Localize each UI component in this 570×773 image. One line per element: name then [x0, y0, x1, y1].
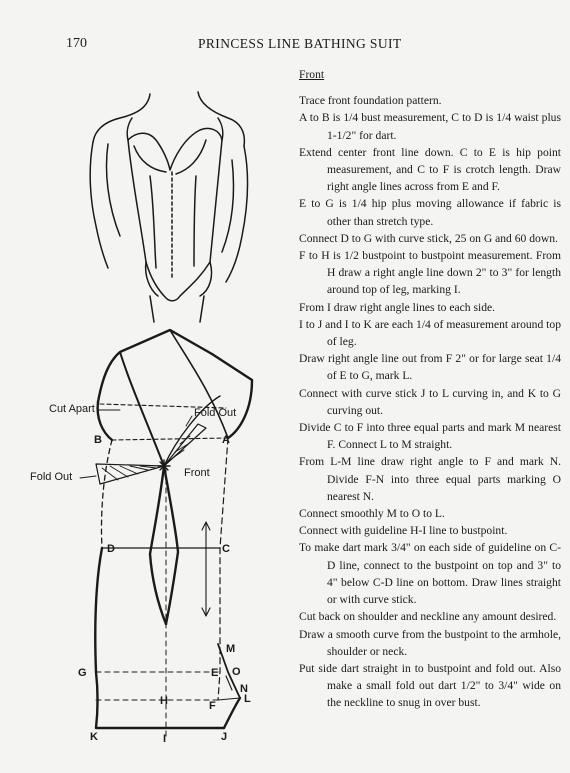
page-title: PRINCESS LINE BATHING SUIT — [198, 36, 402, 51]
instruction-step: Connect with curve stick J to L curving in, and K to G curving out. — [299, 386, 561, 417]
point-d-label: D — [107, 543, 115, 555]
diagram-text-labels — [30, 403, 251, 745]
page-number: 170 — [66, 36, 87, 51]
instruction-step: Connect D to G with curve stick, 25 on G and 60 down. — [299, 231, 558, 245]
instruction-step: Connect smoothly M to O to L. — [299, 507, 445, 521]
point-o-label: O — [232, 666, 241, 678]
instruction-step: E to G is 1/4 hip plus moving allowance if fabric is other than stretch type. — [299, 197, 561, 228]
instruction-step: Draw right angle line out from F 2" or for large seat 1/4 of E to G, mark L. — [299, 352, 561, 383]
point-h-label: H — [160, 695, 168, 707]
instruction-step: Trace front foundation pattern. — [299, 94, 442, 108]
instruction-step: Cut back on shoulder and neckline any amount desired. — [299, 610, 557, 624]
front-label: Front — [184, 467, 210, 479]
instruction-step: From I draw right angle lines to each side. — [299, 300, 496, 314]
point-n-label: N — [240, 683, 248, 695]
point-m-label: M — [226, 643, 236, 655]
fold-out-right-label: Fold Out — [194, 407, 237, 419]
instruction-step: Connect with guideline H-I line to bustpoint. — [299, 524, 508, 538]
cut-apart-label: Cut Apart — [49, 403, 95, 415]
pattern-diagram — [80, 330, 252, 740]
instruction-step: Divide C to F into three equal parts and mark M nearest F. Connect L to M straight. — [299, 421, 561, 452]
point-g-label: G — [78, 667, 87, 679]
instruction-step: Put side dart straight in to bustpoint and fold out. Also make a small fold out dart 1/2" to 3/4" wide on the neckline to snug in over bust. — [299, 661, 561, 710]
point-k-label: K — [90, 731, 98, 743]
point-l-label: L — [244, 693, 251, 705]
instruction-step: From L-M line draw right angle to F and mark N. Divide F-N into three equal parts marking O nearest N. — [299, 455, 561, 503]
point-e-label: E — [211, 667, 219, 679]
bathing-suit-sketch — [90, 92, 247, 322]
instruction-step: F to H is 1/2 bustpoint to bustpoint measurement. From H draw a right angle line down 2" to 3" for length around top of leg, marking I. — [299, 249, 561, 297]
section-heading-front: Front — [299, 68, 325, 81]
instruction-step: Extend center front line down. C to E is hip point measurement, and C to F is crotch length. Draw right angle lines across from E and F. — [299, 145, 561, 194]
instruction-step: Draw a smooth curve from the bustpoint to the armhole, shoulder or neck. — [299, 627, 561, 658]
point-f-label: F — [209, 700, 216, 712]
instructions-column — [299, 66, 561, 712]
point-c-label: C — [222, 543, 230, 555]
instruction-step: A to B is 1/4 bust measurement, C to D is 1/4 waist plus 1-1/2" for dart. — [299, 111, 561, 142]
instruction-step: I to J and I to K are each 1/4 of measurement around top of leg. — [299, 317, 561, 349]
point-b-label: B — [94, 434, 102, 446]
fold-out-left-label: Fold Out — [30, 471, 73, 483]
point-j-label: J — [221, 731, 228, 743]
instruction-step: To make dart mark 3/4" on each side of guideline on C-D line, connect to the bustpoint on top and 3" to 4" below C-D line on bottom. Draw lines straight or with curve stick. — [299, 541, 561, 607]
point-i-label: I — [163, 733, 167, 745]
point-a-label: A — [222, 434, 230, 446]
